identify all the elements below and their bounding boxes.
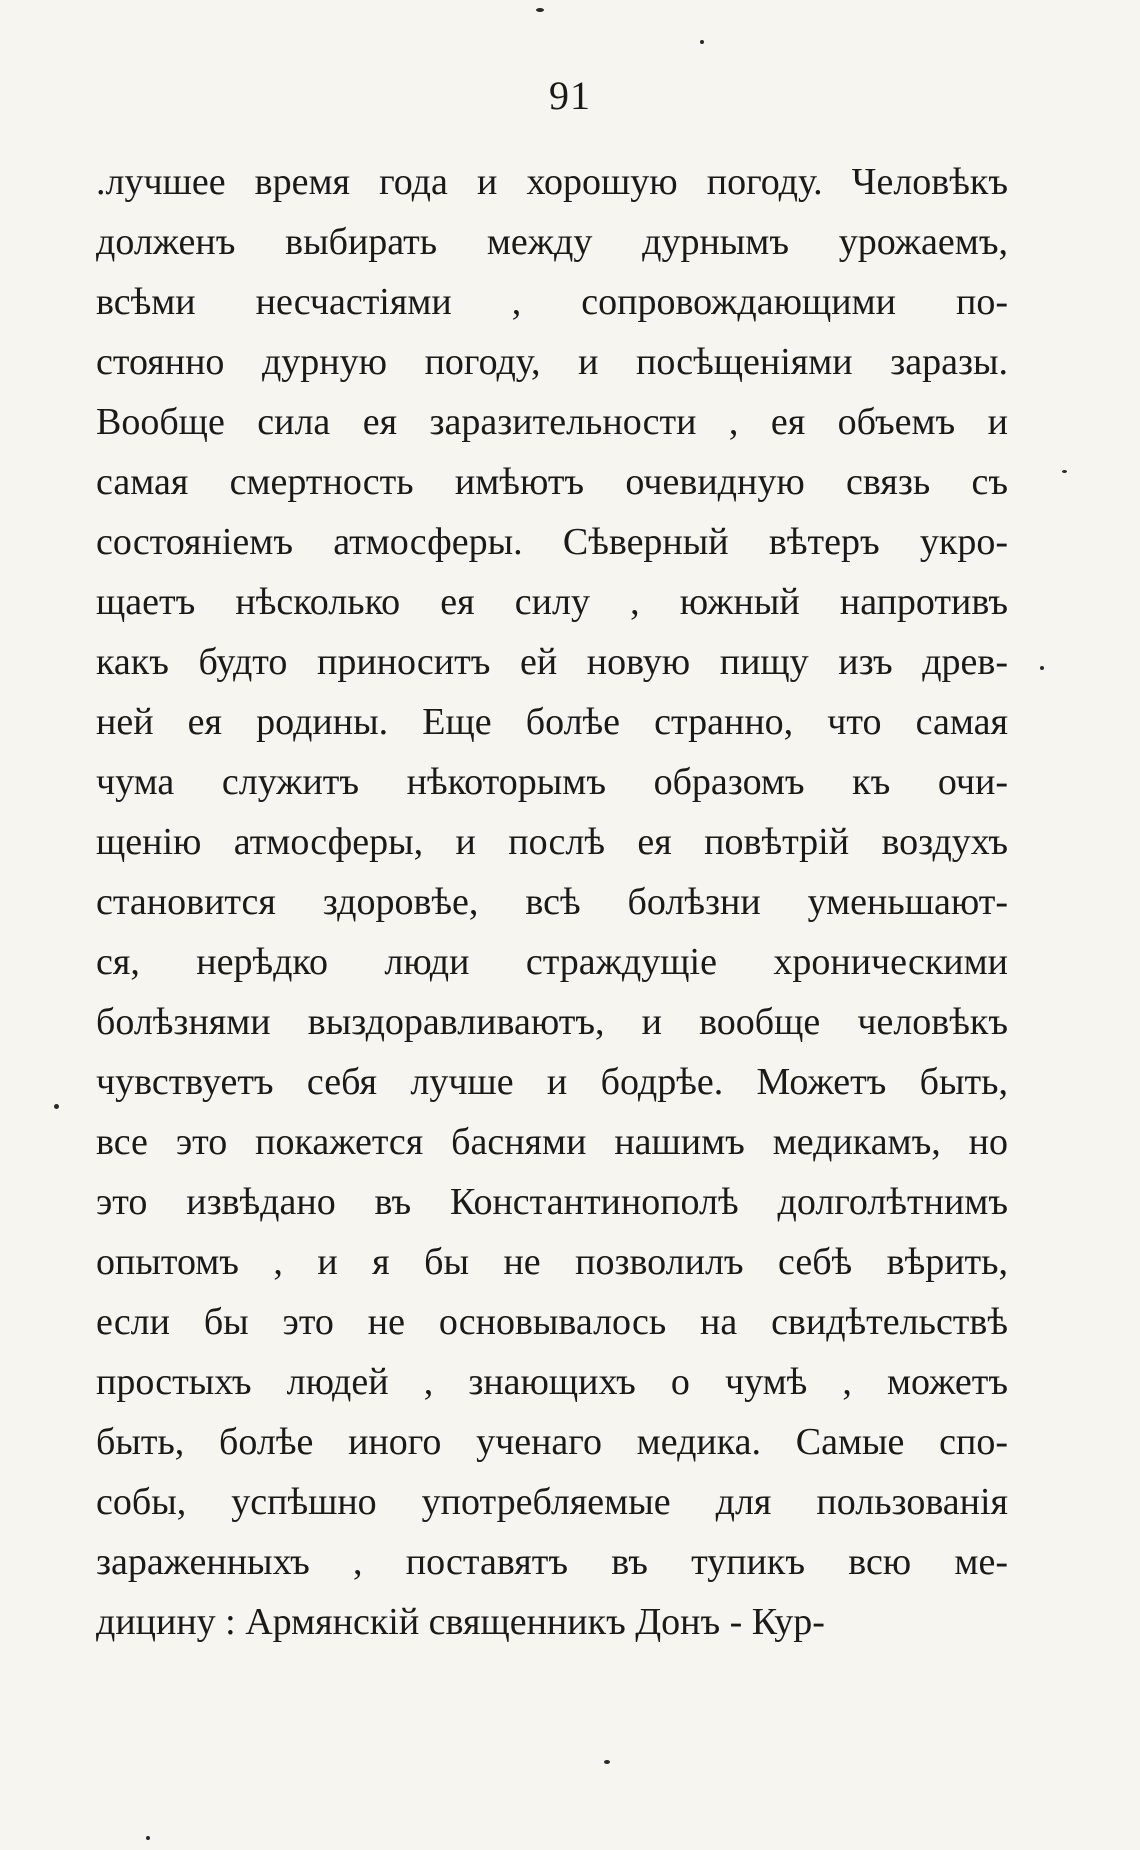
text-line: становится здоровѣе, всѣ болѣзни уменьшают-	[96, 881, 1008, 923]
body-text	[96, 152, 1008, 1652]
scan-speck	[1062, 470, 1067, 473]
text-line: состоянiемъ атмосферы. Сѣверный вѣтеръ укро-	[96, 521, 1008, 563]
scan-speck	[146, 1836, 150, 1840]
text-line: это извѣдано въ Константинополѣ долголѣтнимъ	[96, 1181, 1008, 1223]
text-line: собы, успѣшно употребляемые для пользованiя	[96, 1481, 1008, 1523]
text-line: болѣзнями выздоравливаютъ, и вообще человѣкъ	[96, 1001, 1008, 1043]
text-line: простыхъ людей , знающихъ о чумѣ , можетъ	[96, 1361, 1008, 1403]
scan-speck	[700, 40, 704, 44]
text-line: зараженныхъ , поставятъ въ тупикъ всю ме-	[96, 1541, 1008, 1583]
text-line: чума служитъ нѣкоторымъ образомъ къ очи-	[96, 761, 1008, 803]
text-line: опытомъ , и я бы не позволилъ себѣ вѣрить,	[96, 1241, 1008, 1283]
text-line: чувствуетъ себя лучше и бодрѣе. Можетъ быть,	[96, 1061, 1008, 1103]
text-line: Вообще сила ея заразительности , ея объемъ и	[96, 401, 1008, 443]
text-line: быть, болѣе иного ученаго медика. Самые спо-	[96, 1421, 1008, 1463]
scan-speck	[1040, 666, 1044, 670]
text-line: самая смертность имѣютъ очевидную связь съ	[96, 461, 1008, 503]
text-line: щаетъ нѣсколько ея силу , южный напротивъ	[96, 581, 1008, 623]
text-line: ней ея родины. Еще болѣе странно, что самая	[96, 701, 1008, 743]
scan-speck	[536, 8, 544, 12]
scan-speck	[54, 1104, 59, 1109]
text-line: .лучшее время года и хорошую погоду. Человѣкъ	[96, 161, 1008, 203]
text-line: всѣми несчастiями , сопровождающими по-	[96, 281, 1008, 323]
text-line: дицину : Армянскiй священникъ Донъ - Кур-	[96, 1601, 825, 1643]
text-line: долженъ выбирать между дурнымъ урожаемъ,	[96, 221, 1008, 263]
text-line: если бы это не основывалось на свидѣтельствѣ	[96, 1301, 1008, 1343]
text-line: какъ будто приноситъ ей новую пищу изъ древ-	[96, 641, 1008, 683]
text-line: ся, нерѣдко люди страждущiе хроническими	[96, 941, 1008, 983]
text-line: щенiю атмосферы, и послѣ ея повѣтрiй воздухъ	[96, 821, 1008, 863]
page-number: 91	[549, 73, 591, 118]
scan-speck	[604, 1760, 610, 1764]
text-line: стоянно дурную погоду, и посѣщенiями заразы.	[96, 341, 1008, 383]
text-line: все это покажется баснями нашимъ медикамъ, но	[96, 1121, 1008, 1163]
